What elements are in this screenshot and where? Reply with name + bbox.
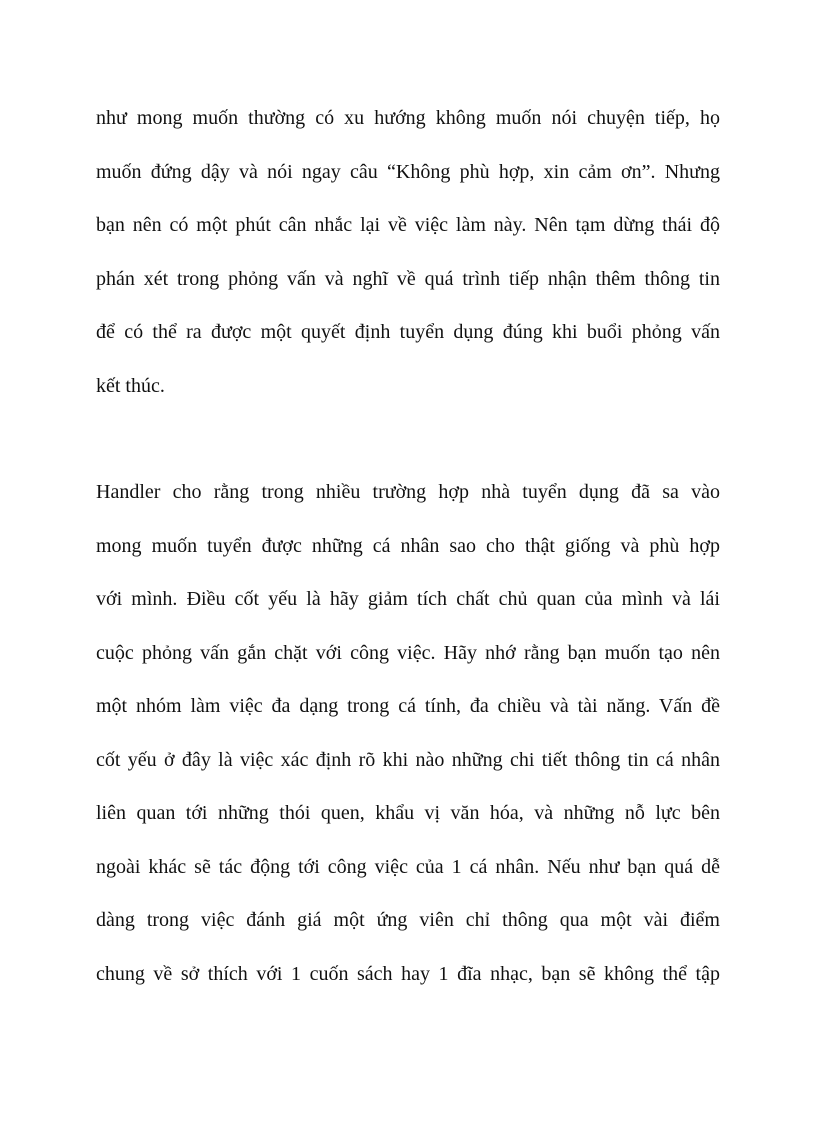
paragraph-line: như mong muốn thường có xu hướng không muốn nói chuyện tiếp, họ [96,107,720,129]
paragraph-line: để có thể ra được một quyết định tuyển dụng đúng khi buổi phỏng vấn [96,321,720,343]
paragraph-1 [96,92,720,413]
paragraph-line: cốt yếu ở đây là việc xác định rõ khi nào những chi tiết thông tin cá nhân [96,748,720,771]
paragraph-line: phán xét trong phỏng vấn và nghĩ về quá trình tiếp nhận thêm thông tin [96,267,720,290]
paragraph-line: bạn nên có một phút cân nhắc lại về việc làm này. Nên tạm dừng thái độ [96,214,720,236]
paragraph-line: kết thúc. [96,374,165,397]
paragraph-line: ngoài khác sẽ tác động tới công việc của 1 cá nhân. Nếu như bạn quá dễ [96,855,720,878]
paragraph-line: muốn đứng dậy và nói ngay câu “Không phù hợp, xin cảm ơn”. Nhưng [96,160,720,183]
paragraph-2 [96,466,720,1001]
paragraph-line: với mình. Điều cốt yếu là hãy giảm tích chất chủ quan của mình và lái [96,588,720,610]
paragraph-line: dàng trong việc đánh giá một ứng viên chỉ thông qua một vài điểm [96,909,720,931]
paragraph-line: một nhóm làm việc đa dạng trong cá tính, đa chiều và tài năng. Vấn đề [96,695,720,717]
paragraph-line: liên quan tới những thói quen, khẩu vị văn hóa, và những nỗ lực bên [96,802,720,824]
paragraph-line: Handler cho rằng trong nhiều trường hợp nhà tuyển dụng đã sa vào [96,481,720,503]
paragraph-line: chung về sở thích với 1 cuốn sách hay 1 đĩa nhạc, bạn sẽ không thể tập [96,962,720,985]
paragraph-line: mong muốn tuyển được những cá nhân sao cho thật giống và phù hợp [96,534,720,557]
paragraph-line: cuộc phỏng vấn gắn chặt với công việc. Hãy nhớ rằng bạn muốn tạo nên [96,641,720,664]
